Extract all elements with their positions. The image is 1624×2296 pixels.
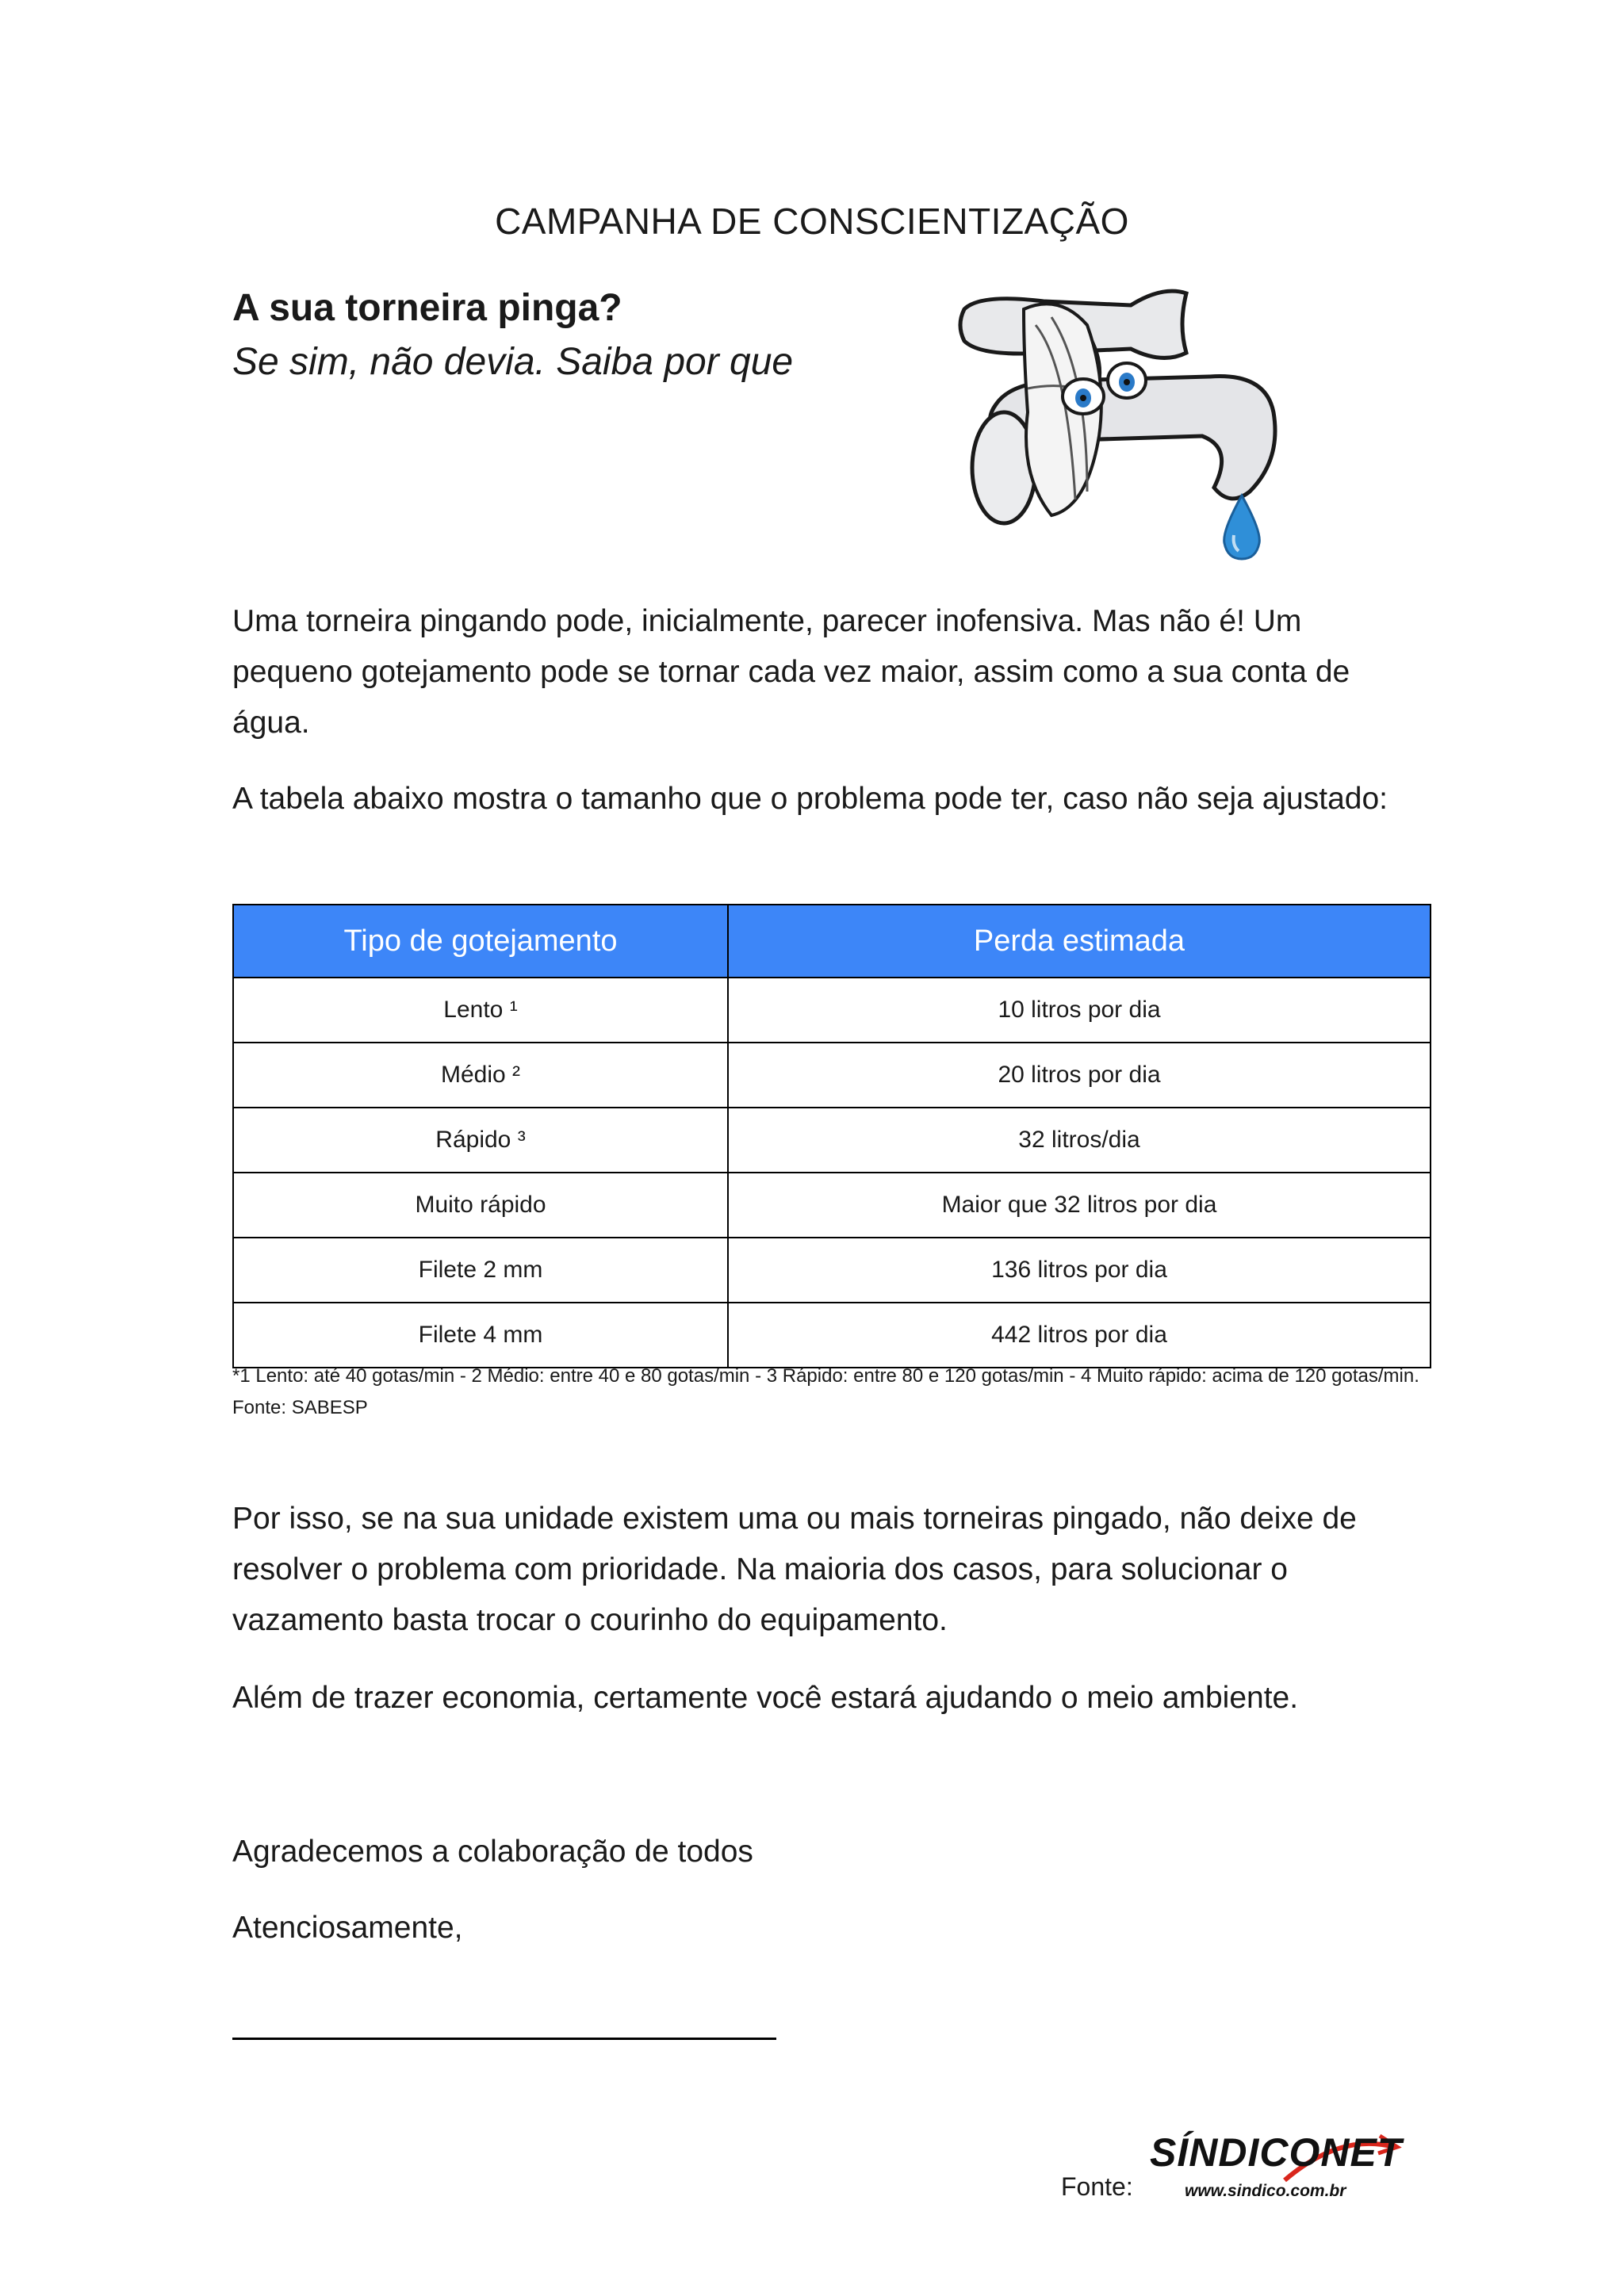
header-estimated-loss: Perda estimada xyxy=(728,905,1431,978)
logo-name: SÍNDICONET xyxy=(1150,2130,1403,2175)
drip-type-cell: Médio ² xyxy=(233,1043,728,1108)
logo-url: www.sindico.com.br xyxy=(1185,2182,1346,2200)
campaign-heading: CAMPANHA DE CONSCIENTIZAÇÃO xyxy=(495,201,1129,242)
benefit-paragraph: Além de trazer economia, certamente você estará ajudando o meio ambiente. xyxy=(232,1681,1299,1715)
loss-cell: 20 litros por dia xyxy=(728,1043,1431,1108)
table-footnote: *1 Lento: até 40 gotas/min - 2 Médio: entre 40 e 80 gotas/min - 3 Rápido: entre 80 e 120 gotas/min - 4 Muito rápido: acima de 120 gotas/min. Fonte: SABESP xyxy=(232,1365,1419,1418)
loss-cell: 442 litros por dia xyxy=(728,1303,1431,1368)
loss-cell: Maior que 32 litros por dia xyxy=(728,1173,1431,1238)
table-header-row xyxy=(233,905,1431,978)
thanks-line: Agradecemos a colaboração de todos xyxy=(232,1835,753,1869)
header-drip-type: Tipo de gotejamento xyxy=(233,905,728,978)
table-row xyxy=(233,978,1431,1043)
table-row xyxy=(233,1303,1431,1368)
intro-paragraph: Uma torneira pingando pode, inicialmente, parecer inofensiva. Mas não é! Um pequeno gotejamento pode se tornar cada vez maior, assim como a sua conta de água. xyxy=(232,604,1350,740)
question-subtitle: Se sim, não devia. Saiba por que xyxy=(232,341,794,383)
loss-cell: 136 litros por dia xyxy=(728,1238,1431,1303)
drip-type-cell: Muito rápido xyxy=(233,1173,728,1238)
drip-type-cell: Rápido ³ xyxy=(233,1108,728,1173)
sindiconet-logo xyxy=(1142,2125,1404,2212)
drip-type-cell: Lento ¹ xyxy=(233,978,728,1043)
dripping-faucet-icon xyxy=(948,277,1297,563)
table-row xyxy=(233,1173,1431,1238)
question-title: A sua torneira pinga? xyxy=(232,287,622,329)
table-row xyxy=(233,1108,1431,1173)
source-label: Fonte: xyxy=(1061,2172,1133,2201)
table-row xyxy=(233,1043,1431,1108)
closing-line: Atenciosamente, xyxy=(232,1911,463,1945)
loss-cell: 10 litros por dia xyxy=(728,978,1431,1043)
loss-cell: 32 litros/dia xyxy=(728,1108,1431,1173)
drip-type-cell: Filete 4 mm xyxy=(233,1303,728,1368)
action-paragraph: Por isso, se na sua unidade existem uma ou mais torneiras pingado, não deixe de resolver o problema com prioridade. Na maioria dos casos, para solucionar o vazamento basta trocar o courinho do equipamento. xyxy=(232,1502,1357,1637)
table-intro-paragraph: A tabela abaixo mostra o tamanho que o problema pode ter, caso não seja ajustado: xyxy=(232,782,1388,816)
water-drop-icon xyxy=(1224,496,1260,559)
table-row xyxy=(233,1238,1431,1303)
signature-line xyxy=(232,2038,776,2040)
water-loss-table xyxy=(232,904,1431,1368)
drip-type-cell: Filete 2 mm xyxy=(233,1238,728,1303)
